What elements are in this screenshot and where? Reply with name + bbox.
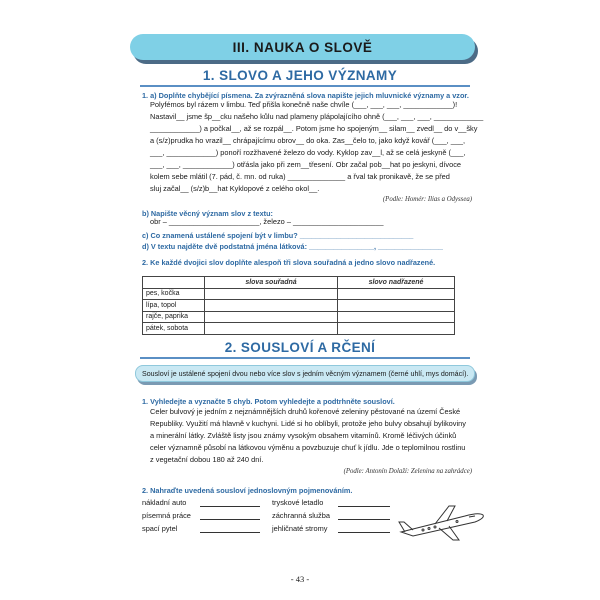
answer-blank[interactable] [200, 506, 260, 507]
task-1a-line: Polyfémos byl rázem v limbu. Teď přišla konečně naše chvíle (___, ___, ___, ____________)! [150, 100, 458, 109]
table-header-superordinate: slovo nadřazené [338, 277, 455, 289]
answer-cell[interactable] [205, 288, 338, 300]
task-1a-line: ____________) a počkal__, až se rozpál__. Potom jsme ho spojeným__ silam__ zvedl__ do v__šky [150, 124, 478, 133]
section-title-2: 2. SOUSLOVÍ A RČENÍ [224, 340, 376, 355]
task-1a-line: sluj začal__ (s/z)b__hat Kyklopové z celého okol__. [150, 184, 320, 193]
table-cell-pair: lípa, topol [143, 300, 205, 312]
section-rule-1 [140, 85, 470, 87]
task-1a-line: a (s/z)prudka ho vrazil__ chrápajícímu obrov__ do oka. Zas__čelo to, jako když kovář (___, ___, [150, 136, 466, 145]
word-table [142, 276, 455, 335]
phrase-right: záchranná služba [272, 511, 330, 520]
answer-cell[interactable] [205, 311, 338, 323]
task-1a-line: ___, ____________) ponoří rozžhavené železo do vody. Kyklop zav__l, až se celá jeskyně (___, [150, 148, 466, 157]
answer-blank[interactable] [200, 519, 260, 520]
section-title-1: 1. SLOVO A JEHO VÝZNAMY [202, 68, 398, 83]
answer-cell[interactable] [338, 323, 455, 335]
table-header-coordinate: slova souřadná [205, 277, 338, 289]
table-cell-pair: rajče, paprika [143, 311, 205, 323]
table-row [143, 288, 455, 300]
table-cell-pair: pes, kočka [143, 288, 205, 300]
task-1d-question: d) V textu najděte dvě podstatná jména látková: ________________, ________________ [142, 242, 443, 251]
task-1a-line: kolem sebe mlátil (7. pád, č. mn. od ruka) ______________ a řval tak pronikavě, že se před [150, 172, 450, 181]
task-1a-line: Nastavil__ jsme šp__cku našeho kůlu nad plameny plápolajícího ohně (___, ___, ___, ____________ [150, 112, 484, 121]
answer-cell[interactable] [338, 311, 455, 323]
source-citation-1: (Podle: Homér: Ilias a Odyssea) [382, 196, 472, 203]
answer-cell[interactable] [205, 323, 338, 335]
definition-text: Sousloví je ustálené spojení dvou nebo více slov s jedním věcným významem (černé uhlí, mys domácí). [142, 370, 469, 378]
table-row [143, 323, 455, 335]
task-2-1-line: a minerální látky. Zvláště listy jsou známy vysokým obsahem vitamínů. Kromě léčivých účinků [150, 431, 457, 440]
answer-blank[interactable] [338, 519, 390, 520]
task-1b-heading: b) Napište věcný význam slov z textu: [142, 209, 273, 218]
table-row [143, 311, 455, 323]
definition-box [135, 365, 475, 382]
page-number: - 43 - [290, 574, 310, 584]
table-cell-pair: pátek, sobota [143, 323, 205, 335]
task-2-1-line: Celer bulvový je jedním z nejznámnějších druhů kořenové zeleniny pěstované na území České [150, 407, 461, 416]
answer-cell[interactable] [338, 288, 455, 300]
phrase-left: nákladní auto [142, 498, 187, 507]
task-2-1-line: celer významně působí na látkovou výměnu a povzbuzuje chuť k jídlu. Jde o teplomilnou rostlinu [150, 443, 466, 452]
answer-blank[interactable] [338, 506, 390, 507]
table-row [143, 300, 455, 312]
phrase-right: jehličnaté stromy [272, 524, 328, 533]
task-2-1-heading: 1. Vyhledejte a vyznačte 5 chyb. Potom vyhledejte a podtrhněte sousloví. [142, 397, 395, 406]
answer-cell[interactable] [205, 300, 338, 312]
task-1b-line: obr – ______________________, železo – ______________________ [150, 217, 384, 226]
section-rule-2 [140, 357, 470, 359]
chapter-title: III. NAUKA O SLOVĚ [232, 39, 373, 55]
phrase-right: tryskové letadlo [272, 498, 324, 507]
answer-blank[interactable] [338, 532, 390, 533]
phrase-left: spací pytel [142, 524, 178, 533]
task-2-1-line: z vegetační dobou 180 až 240 dní. [150, 455, 264, 464]
airplane-icon [395, 502, 490, 544]
table-header-empty [143, 277, 205, 289]
task-1a-line: ___, ___, ____________) otřásla jako při zem__třesení. Obr začal pob__hat po jeskyni, dívoce [150, 160, 462, 169]
task-2-1-line: Republiky. Využití má hlavně v kuchyni. Lidé si ho oblíbyli, protože jeho bulvy obsahují bylikoviny [150, 419, 466, 428]
phrase-left: písemná práce [142, 511, 191, 520]
chapter-banner [130, 34, 475, 60]
answer-cell[interactable] [338, 300, 455, 312]
source-citation-2: (Podle: Antonín Dolaží: Zelenina na zahrádce) [343, 468, 472, 475]
task-2-heading: 2. Ke každé dvojici slov doplňte alespoň tři slova souřadná a jedno slovo nadřazené. [142, 258, 436, 267]
task-1a-heading: 1. a) Doplňte chybějící písmena. Za zvýrazněná slova napište jejich mluvnické významy a vzor. [142, 91, 469, 100]
task-2-2-heading: 2. Nahraďte uvedená sousloví jednoslovným pojmenováním. [142, 486, 353, 495]
answer-blank[interactable] [200, 532, 260, 533]
task-1c-question: c) Co znamená ustálené spojení být v limbu? ____________________________ [142, 231, 414, 240]
